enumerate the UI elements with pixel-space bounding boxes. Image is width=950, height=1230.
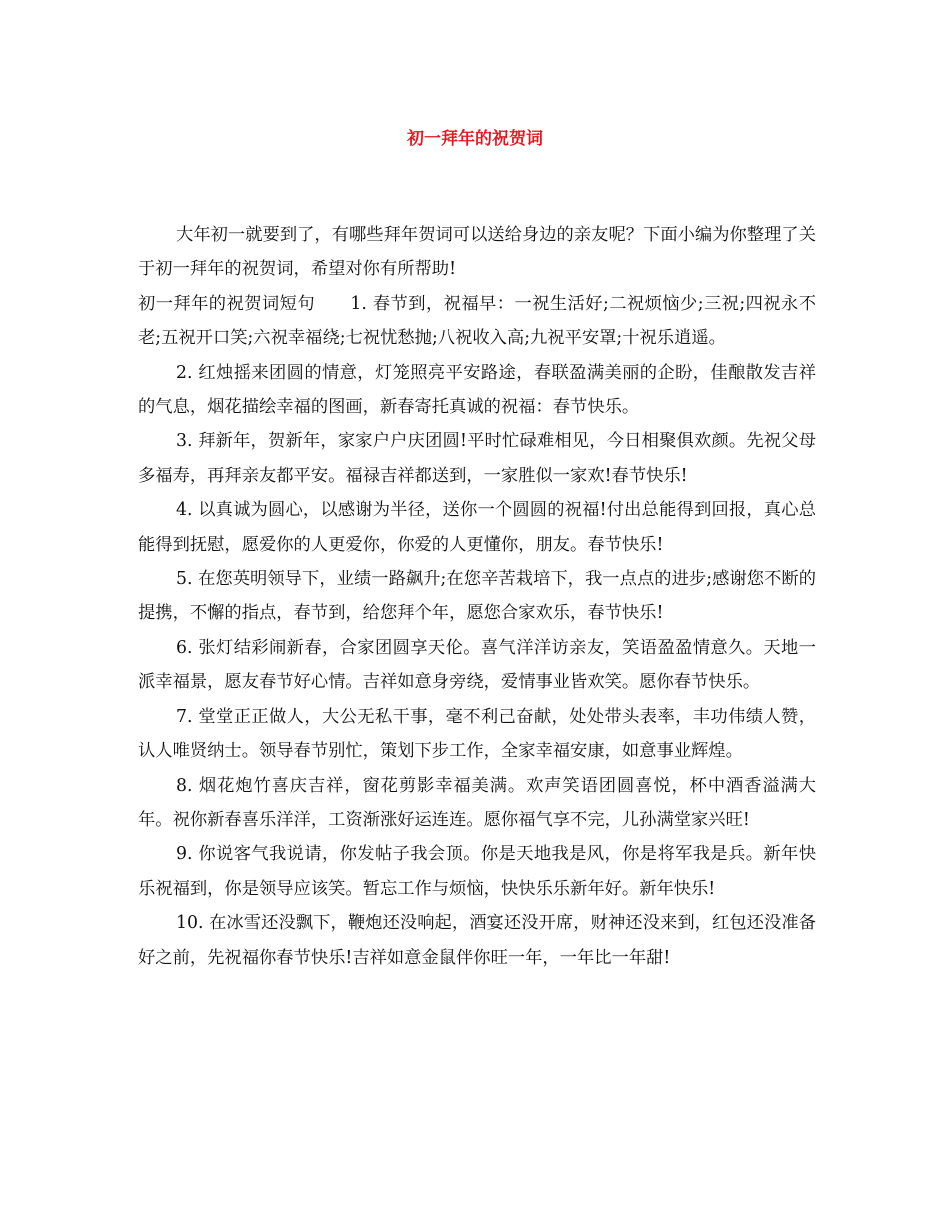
- greeting-item: 10. 在冰雪还没飘下，鞭炮还没响起，酒宴还没开席，财神还没来到，红包还没准备好之前，先祝福你春节快乐!吉祥如意金鼠伴你旺一年，一年比一年甜!: [138, 913, 816, 968]
- greeting-item: 9. 你说客气我说请，你发帖子我会顶。你是天地我是风，你是将军我是兵。新年快乐祝福到，你是领导应该笑。暂忘工作与烦恼，快快乐乐新年好。新年快乐!: [138, 844, 816, 899]
- document-body: [138, 218, 816, 975]
- greeting-item: 4. 以真诚为圆心，以感谢为半径，送你一个圆圆的祝福!付出总能得到回报，真心总能得到抚慰，愿爱你的人更爱你，你爱的人更懂你，朋友。春节快乐!: [138, 500, 816, 555]
- greeting-item: 5. 在您英明领导下，业绩一路飙升;在您辛苦栽培下，我一点点的进步;感谢您不断的提携，不懈的指点，春节到，给您拜个年，愿您合家欢乐，春节快乐!: [138, 569, 816, 624]
- intro-paragraph: 大年初一就要到了，有哪些拜年贺词可以送给身边的亲友呢？下面小编为你整理了关于初一拜年的祝贺词，希望对你有所帮助!: [138, 225, 816, 280]
- greeting-item: 7. 堂堂正正做人，大公无私干事，毫不利己奋献，处处带头表率，丰功伟绩人赞，认人唯贤纳士。领导春节别忙，策划下步工作，全家幸福安康，如意事业辉煌。: [138, 706, 816, 762]
- greeting-item: 6. 张灯结彩闹新春，合家团圆享天伦。喜气洋洋访亲友，笑语盈盈情意久。天地一派幸福景，愿友春节好心情。吉祥如意身旁绕，爱情事业皆欢笑。愿你春节快乐。: [138, 637, 816, 693]
- section-heading-paragraph: 初一拜年的祝贺词短句 1. 春节到，祝福早：一祝生活好;二祝烦恼少;三祝;四祝永不老;五祝开口笑;六祝幸福绕;七祝忧愁抛;八祝收入高;九祝平安罩;十祝乐逍遥。: [138, 293, 816, 349]
- greeting-item: 3. 拜新年，贺新年，家家户户庆团圆!平时忙碌难相见，今日相聚俱欢颜。先祝父母多福寿，再拜亲友都平安。福禄吉祥都送到，一家胜似一家欢!春节快乐!: [138, 431, 816, 486]
- greeting-item: 2. 红烛摇来团圆的情意，灯笼照亮平安路途，春联盈满美丽的企盼，佳酿散发吉祥的气息，烟花描绘幸福的图画，新春寄托真诚的祝福：春节快乐。: [138, 362, 816, 418]
- document-title: 初一拜年的祝贺词: [407, 129, 543, 149]
- greeting-item: 8. 烟花炮竹喜庆吉祥，窗花剪影幸福美满。欢声笑语团圆喜悦，杯中酒香溢满大年。祝你新春喜乐洋洋，工资渐涨好运连连。愿你福气享不完，儿孙满堂家兴旺!: [138, 775, 816, 830]
